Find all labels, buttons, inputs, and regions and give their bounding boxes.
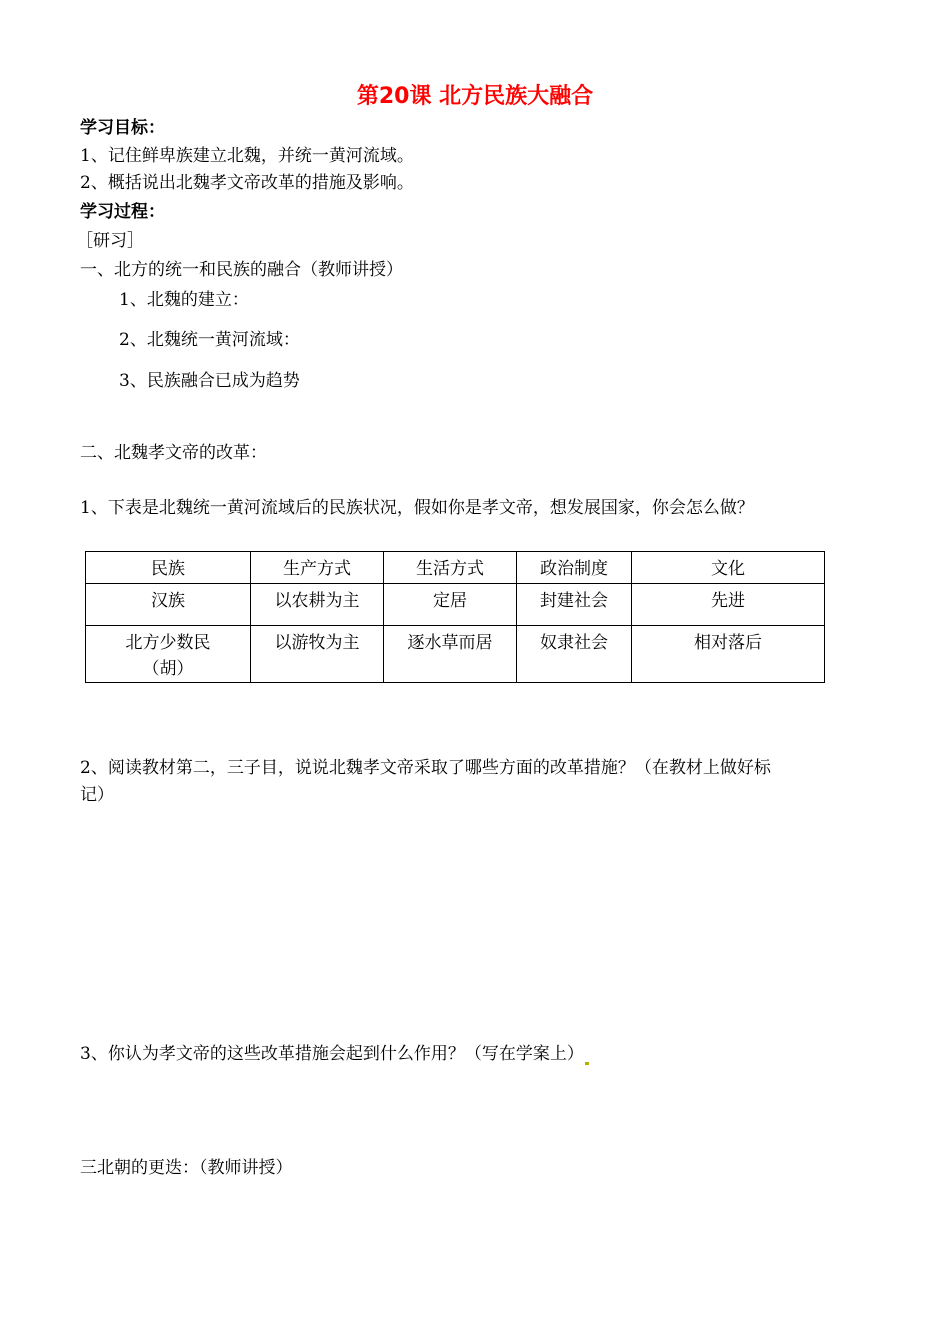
question-2: 2、阅读教材第二，三子目，说说北魏孝文帝采取了哪些方面的改革措施？（在教材上做好标 (80, 758, 771, 778)
edit-mark-icon (585, 1062, 589, 1065)
table-header-cell: 生产方式 (251, 552, 384, 584)
page-title: 第20课 北方民族大融合 (356, 84, 594, 109)
table-header-cell: 民族 (86, 552, 251, 584)
table-row (86, 626, 825, 683)
table-cell: 逐水草而居 (384, 626, 517, 683)
section1-heading: 一、北方的统一和民族的融合（教师讲授） (80, 260, 403, 280)
table-header-row (86, 552, 825, 584)
process-heading: 学习过程： (80, 202, 165, 222)
table-cell: 定居 (384, 584, 517, 626)
goal-item: 1、记住鲜卑族建立北魏，并统一黄河流域。 (80, 146, 414, 166)
ethnic-status-table (85, 551, 825, 683)
question-1: 1、下表是北魏统一黄河流域后的民族状况，假如你是孝文帝，想发展国家，你会怎么做？ (80, 498, 754, 518)
goal-item: 2、概括说出北魏孝文帝改革的措施及影响。 (80, 173, 414, 193)
section1-item: 3、民族融合已成为趋势 (119, 371, 300, 391)
table-cell: 汉族 (86, 584, 251, 626)
table-header-cell: 政治制度 (517, 552, 632, 584)
study-label: ［研习］ (76, 231, 144, 251)
table-row (86, 584, 825, 626)
table-cell: 奴隶社会 (517, 626, 632, 683)
question-2-continued: 记） (80, 785, 114, 805)
table-cell: 北方少数民（胡） (86, 626, 251, 683)
table-cell: 相对落后 (632, 626, 825, 683)
table-cell: 先进 (632, 584, 825, 626)
question-3-line (80, 1043, 590, 1065)
table-header-cell: 生活方式 (384, 552, 517, 584)
table-cell: 封建社会 (517, 584, 632, 626)
table-header-cell: 文化 (632, 552, 825, 584)
table-cell: 以农耕为主 (251, 584, 384, 626)
goals-heading: 学习目标： (80, 118, 165, 138)
question-3: 3、你认为孝文帝的这些改革措施会起到什么作用？（写在学案上） (80, 1044, 584, 1064)
section1-item: 2、北魏统一黄河流域： (119, 330, 300, 350)
section2-heading: 二、北魏孝文帝的改革： (80, 443, 267, 463)
section3-heading: 三北朝的更迭：（教师讲授） (80, 1158, 293, 1178)
section1-item: 1、北魏的建立： (119, 290, 249, 310)
table-cell: 以游牧为主 (251, 626, 384, 683)
